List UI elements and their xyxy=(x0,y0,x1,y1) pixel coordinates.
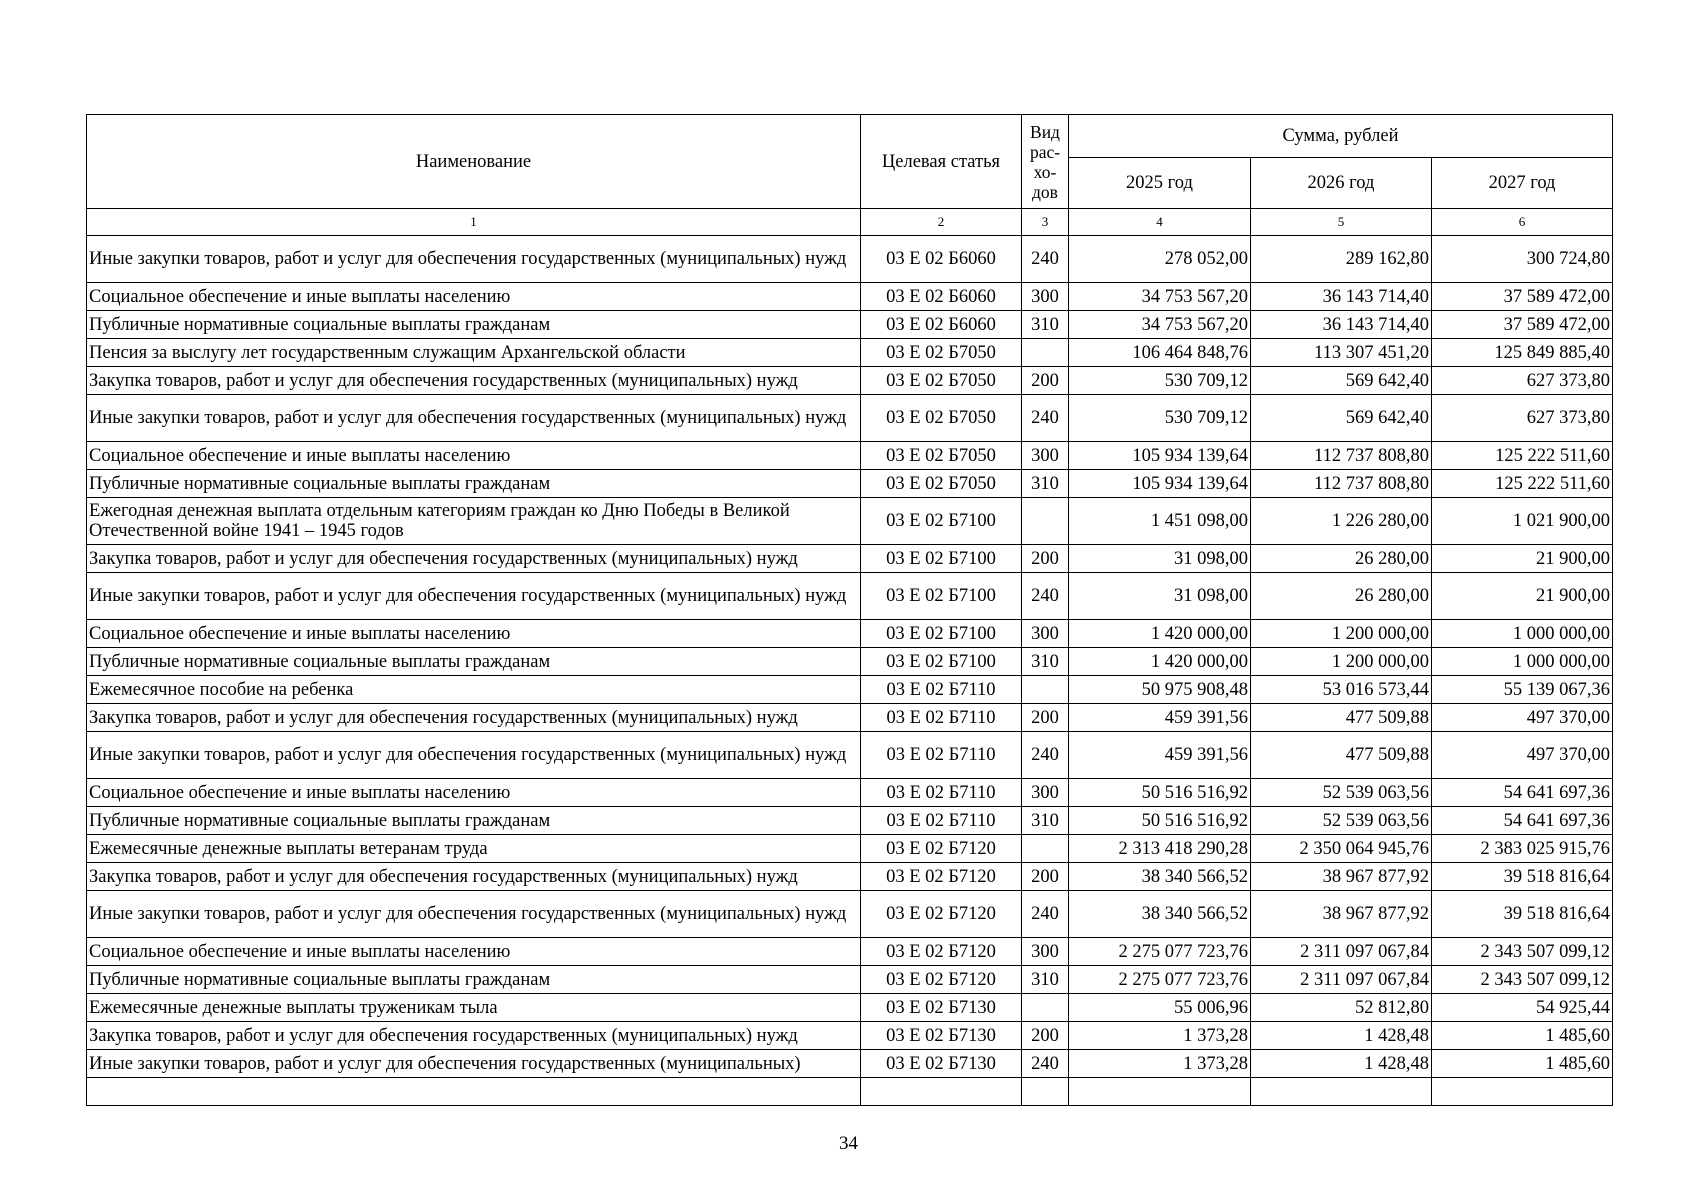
row-amount-2026: 1 428,48 xyxy=(1251,1050,1432,1078)
row-target-code: 03 Е 02 Б7110 xyxy=(861,676,1022,704)
table-row xyxy=(87,704,1613,732)
row-name: Иные закупки товаров, работ и услуг для обеспечения государственных (муниципальных) нужд xyxy=(87,395,861,442)
header-kind xyxy=(1022,115,1069,209)
row-amount-2025: 105 934 139,64 xyxy=(1069,442,1251,470)
row-amount-2025: 459 391,56 xyxy=(1069,704,1251,732)
row-amount-2026: 53 016 573,44 xyxy=(1251,676,1432,704)
table-row xyxy=(87,807,1613,835)
row-amount-2026: 2 311 097 067,84 xyxy=(1251,966,1432,994)
row-amount-2027 xyxy=(1432,1078,1613,1106)
row-name: Публичные нормативные социальные выплаты гражданам xyxy=(87,311,861,339)
row-target-code: 03 Е 02 Б7130 xyxy=(861,1022,1022,1050)
row-amount-2025: 1 420 000,00 xyxy=(1069,620,1251,648)
table-row xyxy=(87,311,1613,339)
row-amount-2025: 2 313 418 290,28 xyxy=(1069,835,1251,863)
column-number: 4 xyxy=(1069,209,1251,236)
row-target-code: 03 Е 02 Б7130 xyxy=(861,1050,1022,1078)
table-body xyxy=(87,236,1613,1106)
table-row xyxy=(87,938,1613,966)
table-row xyxy=(87,339,1613,367)
row-name: Закупка товаров, работ и услуг для обеспечения государственных (муниципальных) нужд xyxy=(87,1022,861,1050)
row-expense-kind: 200 xyxy=(1022,704,1069,732)
row-name: Ежегодная денежная выплата отдельным категориям граждан ко Дню Победы в Великой Отечественной войне 1941 – 1945 годов xyxy=(87,498,861,545)
row-amount-2027: 2 343 507 099,12 xyxy=(1432,966,1613,994)
row-target-code: 03 Е 02 Б7100 xyxy=(861,545,1022,573)
header-kind-line-4: дов xyxy=(1032,181,1058,202)
row-amount-2025: 34 753 567,20 xyxy=(1069,311,1251,339)
row-name: Закупка товаров, работ и услуг для обеспечения государственных (муниципальных) нужд xyxy=(87,704,861,732)
table-row xyxy=(87,283,1613,311)
header-name: Наименование xyxy=(87,115,861,209)
row-name: Публичные нормативные социальные выплаты гражданам xyxy=(87,648,861,676)
row-amount-2025: 1 420 000,00 xyxy=(1069,648,1251,676)
table-row xyxy=(87,395,1613,442)
row-amount-2025: 1 373,28 xyxy=(1069,1050,1251,1078)
header-kind-line-3: хо- xyxy=(1033,161,1057,182)
row-expense-kind: 300 xyxy=(1022,779,1069,807)
row-amount-2027: 54 641 697,36 xyxy=(1432,779,1613,807)
row-amount-2025: 50 516 516,92 xyxy=(1069,779,1251,807)
row-name: Ежемесячное пособие на ребенка xyxy=(87,676,861,704)
row-target-code: 03 Е 02 Б7120 xyxy=(861,835,1022,863)
header-target: Целевая статья xyxy=(861,115,1022,209)
row-target-code: 03 Е 02 Б7050 xyxy=(861,367,1022,395)
row-name: Иные закупки товаров, работ и услуг для обеспечения государственных (муниципальных) нужд xyxy=(87,732,861,779)
header-kind-line-1: Вид xyxy=(1030,121,1060,142)
row-expense-kind: 240 xyxy=(1022,732,1069,779)
table-row xyxy=(87,732,1613,779)
row-amount-2027: 54 925,44 xyxy=(1432,994,1613,1022)
row-amount-2026: 1 428,48 xyxy=(1251,1022,1432,1050)
table-row xyxy=(87,236,1613,283)
row-target-code: 03 Е 02 Б6060 xyxy=(861,311,1022,339)
row-expense-kind: 200 xyxy=(1022,863,1069,891)
row-amount-2027: 125 222 511,60 xyxy=(1432,442,1613,470)
row-amount-2027: 55 139 067,36 xyxy=(1432,676,1613,704)
row-name: Закупка товаров, работ и услуг для обеспечения государственных (муниципальных) нужд xyxy=(87,367,861,395)
column-number: 6 xyxy=(1432,209,1613,236)
row-expense-kind: 200 xyxy=(1022,1022,1069,1050)
row-expense-kind: 300 xyxy=(1022,442,1069,470)
row-amount-2026: 569 642,40 xyxy=(1251,395,1432,442)
table-row xyxy=(87,573,1613,620)
row-amount-2025: 530 709,12 xyxy=(1069,367,1251,395)
table-row xyxy=(87,1078,1613,1106)
row-amount-2027: 125 222 511,60 xyxy=(1432,470,1613,498)
row-name: Иные закупки товаров, работ и услуг для обеспечения государственных (муниципальных) нужд xyxy=(87,573,861,620)
header-sum: Сумма, рублей xyxy=(1069,115,1613,158)
row-target-code: 03 Е 02 Б7100 xyxy=(861,498,1022,545)
row-expense-kind xyxy=(1022,676,1069,704)
row-target-code: 03 Е 02 Б7100 xyxy=(861,648,1022,676)
row-target-code: 03 Е 02 Б7110 xyxy=(861,779,1022,807)
row-name: Закупка товаров, работ и услуг для обеспечения государственных (муниципальных) нужд xyxy=(87,863,861,891)
row-expense-kind xyxy=(1022,498,1069,545)
row-amount-2027: 1 485,60 xyxy=(1432,1050,1613,1078)
row-amount-2025: 1 451 098,00 xyxy=(1069,498,1251,545)
table-row xyxy=(87,1050,1613,1078)
row-amount-2025: 530 709,12 xyxy=(1069,395,1251,442)
row-amount-2026: 112 737 808,80 xyxy=(1251,442,1432,470)
row-amount-2027: 54 641 697,36 xyxy=(1432,807,1613,835)
row-target-code: 03 Е 02 Б7120 xyxy=(861,966,1022,994)
table-row xyxy=(87,545,1613,573)
row-amount-2027: 39 518 816,64 xyxy=(1432,863,1613,891)
header-year-2025: 2025 год xyxy=(1069,158,1251,209)
row-name: Социальное обеспечение и иные выплаты населению xyxy=(87,620,861,648)
row-name: Ежемесячные денежные выплаты ветеранам труда xyxy=(87,835,861,863)
row-amount-2025: 2 275 077 723,76 xyxy=(1069,966,1251,994)
row-amount-2026: 1 200 000,00 xyxy=(1251,620,1432,648)
row-amount-2025: 50 516 516,92 xyxy=(1069,807,1251,835)
column-number: 5 xyxy=(1251,209,1432,236)
row-name: Социальное обеспечение и иные выплаты населению xyxy=(87,938,861,966)
row-target-code: 03 Е 02 Б7110 xyxy=(861,807,1022,835)
row-amount-2025: 105 934 139,64 xyxy=(1069,470,1251,498)
row-amount-2025: 2 275 077 723,76 xyxy=(1069,938,1251,966)
row-amount-2027: 21 900,00 xyxy=(1432,573,1613,620)
row-target-code: 03 Е 02 Б6060 xyxy=(861,236,1022,283)
column-number: 3 xyxy=(1022,209,1069,236)
row-expense-kind xyxy=(1022,994,1069,1022)
row-amount-2026: 52 812,80 xyxy=(1251,994,1432,1022)
row-target-code: 03 Е 02 Б7050 xyxy=(861,442,1022,470)
row-amount-2027: 1 021 900,00 xyxy=(1432,498,1613,545)
row-expense-kind: 300 xyxy=(1022,283,1069,311)
row-amount-2027: 37 589 472,00 xyxy=(1432,283,1613,311)
row-amount-2026: 2 311 097 067,84 xyxy=(1251,938,1432,966)
row-name: Ежемесячные денежные выплаты труженикам тыла xyxy=(87,994,861,1022)
row-amount-2026: 26 280,00 xyxy=(1251,545,1432,573)
table-row xyxy=(87,676,1613,704)
budget-table xyxy=(86,114,1613,1106)
row-expense-kind: 300 xyxy=(1022,938,1069,966)
row-amount-2026: 569 642,40 xyxy=(1251,367,1432,395)
table-row xyxy=(87,966,1613,994)
header-kind-line-2: рас- xyxy=(1029,141,1061,162)
header-year-2027: 2027 год xyxy=(1432,158,1613,209)
row-amount-2025: 278 052,00 xyxy=(1069,236,1251,283)
row-amount-2025 xyxy=(1069,1078,1251,1106)
row-amount-2027: 497 370,00 xyxy=(1432,732,1613,779)
row-amount-2026: 477 509,88 xyxy=(1251,732,1432,779)
row-amount-2026: 2 350 064 945,76 xyxy=(1251,835,1432,863)
row-amount-2026: 52 539 063,56 xyxy=(1251,779,1432,807)
row-amount-2026: 38 967 877,92 xyxy=(1251,863,1432,891)
row-target-code: 03 Е 02 Б7120 xyxy=(861,938,1022,966)
table-row xyxy=(87,779,1613,807)
row-expense-kind xyxy=(1022,1078,1069,1106)
row-expense-kind: 310 xyxy=(1022,807,1069,835)
row-expense-kind xyxy=(1022,835,1069,863)
row-amount-2025: 31 098,00 xyxy=(1069,545,1251,573)
row-expense-kind: 240 xyxy=(1022,395,1069,442)
row-amount-2026: 52 539 063,56 xyxy=(1251,807,1432,835)
row-name: Иные закупки товаров, работ и услуг для обеспечения государственных (муниципальных) нужд xyxy=(87,236,861,283)
row-target-code: 03 Е 02 Б7050 xyxy=(861,339,1022,367)
table-row xyxy=(87,620,1613,648)
row-target-code: 03 Е 02 Б6060 xyxy=(861,283,1022,311)
header-year-2026: 2026 год xyxy=(1251,158,1432,209)
row-name: Социальное обеспечение и иные выплаты населению xyxy=(87,442,861,470)
row-amount-2025: 38 340 566,52 xyxy=(1069,863,1251,891)
row-amount-2025: 38 340 566,52 xyxy=(1069,891,1251,938)
row-expense-kind: 240 xyxy=(1022,891,1069,938)
row-amount-2025: 34 753 567,20 xyxy=(1069,283,1251,311)
row-target-code: 03 Е 02 Б7050 xyxy=(861,470,1022,498)
page-number: 34 xyxy=(839,1133,858,1154)
row-name: Пенсия за выслугу лет государственным служащим Архангельской области xyxy=(87,339,861,367)
row-target-code: 03 Е 02 Б7110 xyxy=(861,704,1022,732)
row-amount-2027: 2 343 507 099,12 xyxy=(1432,938,1613,966)
row-expense-kind: 240 xyxy=(1022,573,1069,620)
row-amount-2026: 289 162,80 xyxy=(1251,236,1432,283)
row-name xyxy=(87,1078,861,1106)
row-name: Закупка товаров, работ и услуг для обеспечения государственных (муниципальных) нужд xyxy=(87,545,861,573)
row-expense-kind xyxy=(1022,339,1069,367)
table-row xyxy=(87,994,1613,1022)
row-amount-2027: 627 373,80 xyxy=(1432,367,1613,395)
row-amount-2025: 106 464 848,76 xyxy=(1069,339,1251,367)
row-target-code: 03 Е 02 Б7120 xyxy=(861,863,1022,891)
row-amount-2025: 459 391,56 xyxy=(1069,732,1251,779)
row-expense-kind: 310 xyxy=(1022,311,1069,339)
row-expense-kind: 300 xyxy=(1022,620,1069,648)
table-row xyxy=(87,891,1613,938)
row-amount-2026: 38 967 877,92 xyxy=(1251,891,1432,938)
row-target-code xyxy=(861,1078,1022,1106)
row-name: Публичные нормативные социальные выплаты гражданам xyxy=(87,470,861,498)
row-expense-kind: 310 xyxy=(1022,966,1069,994)
row-name: Публичные нормативные социальные выплаты гражданам xyxy=(87,966,861,994)
row-amount-2027: 1 000 000,00 xyxy=(1432,648,1613,676)
row-amount-2026 xyxy=(1251,1078,1432,1106)
row-amount-2027: 37 589 472,00 xyxy=(1432,311,1613,339)
row-amount-2027: 497 370,00 xyxy=(1432,704,1613,732)
row-amount-2026: 477 509,88 xyxy=(1251,704,1432,732)
row-name: Социальное обеспечение и иные выплаты населению xyxy=(87,283,861,311)
table-row xyxy=(87,498,1613,545)
table-row xyxy=(87,367,1613,395)
row-expense-kind: 240 xyxy=(1022,236,1069,283)
row-amount-2026: 113 307 451,20 xyxy=(1251,339,1432,367)
table-row xyxy=(87,863,1613,891)
table-row xyxy=(87,648,1613,676)
row-amount-2025: 50 975 908,48 xyxy=(1069,676,1251,704)
row-expense-kind: 200 xyxy=(1022,367,1069,395)
row-target-code: 03 Е 02 Б7050 xyxy=(861,395,1022,442)
row-amount-2026: 36 143 714,40 xyxy=(1251,311,1432,339)
row-name: Социальное обеспечение и иные выплаты населению xyxy=(87,779,861,807)
row-amount-2027: 1 485,60 xyxy=(1432,1022,1613,1050)
row-amount-2026: 26 280,00 xyxy=(1251,573,1432,620)
row-amount-2026: 36 143 714,40 xyxy=(1251,283,1432,311)
table-row xyxy=(87,835,1613,863)
table-row xyxy=(87,442,1613,470)
row-target-code: 03 Е 02 Б7130 xyxy=(861,994,1022,1022)
row-amount-2026: 1 226 280,00 xyxy=(1251,498,1432,545)
row-expense-kind: 310 xyxy=(1022,648,1069,676)
column-number-row xyxy=(87,209,1613,236)
row-amount-2027: 21 900,00 xyxy=(1432,545,1613,573)
row-expense-kind: 240 xyxy=(1022,1050,1069,1078)
row-expense-kind: 310 xyxy=(1022,470,1069,498)
row-amount-2027: 300 724,80 xyxy=(1432,236,1613,283)
table-row xyxy=(87,470,1613,498)
row-name: Иные закупки товаров, работ и услуг для обеспечения государственных (муниципальных) xyxy=(87,1050,861,1078)
row-amount-2027: 2 383 025 915,76 xyxy=(1432,835,1613,863)
column-number: 1 xyxy=(87,209,861,236)
row-target-code: 03 Е 02 Б7110 xyxy=(861,732,1022,779)
column-number: 2 xyxy=(861,209,1022,236)
row-expense-kind: 200 xyxy=(1022,545,1069,573)
row-target-code: 03 Е 02 Б7100 xyxy=(861,573,1022,620)
table-header xyxy=(87,115,1613,236)
row-amount-2026: 112 737 808,80 xyxy=(1251,470,1432,498)
row-target-code: 03 Е 02 Б7100 xyxy=(861,620,1022,648)
row-amount-2027: 39 518 816,64 xyxy=(1432,891,1613,938)
row-amount-2025: 1 373,28 xyxy=(1069,1022,1251,1050)
row-amount-2026: 1 200 000,00 xyxy=(1251,648,1432,676)
row-amount-2025: 31 098,00 xyxy=(1069,573,1251,620)
table-row xyxy=(87,1022,1613,1050)
row-target-code: 03 Е 02 Б7120 xyxy=(861,891,1022,938)
row-amount-2027: 627 373,80 xyxy=(1432,395,1613,442)
row-amount-2027: 125 849 885,40 xyxy=(1432,339,1613,367)
row-name: Иные закупки товаров, работ и услуг для обеспечения государственных (муниципальных) нужд xyxy=(87,891,861,938)
row-name: Публичные нормативные социальные выплаты гражданам xyxy=(87,807,861,835)
row-amount-2027: 1 000 000,00 xyxy=(1432,620,1613,648)
row-amount-2025: 55 006,96 xyxy=(1069,994,1251,1022)
